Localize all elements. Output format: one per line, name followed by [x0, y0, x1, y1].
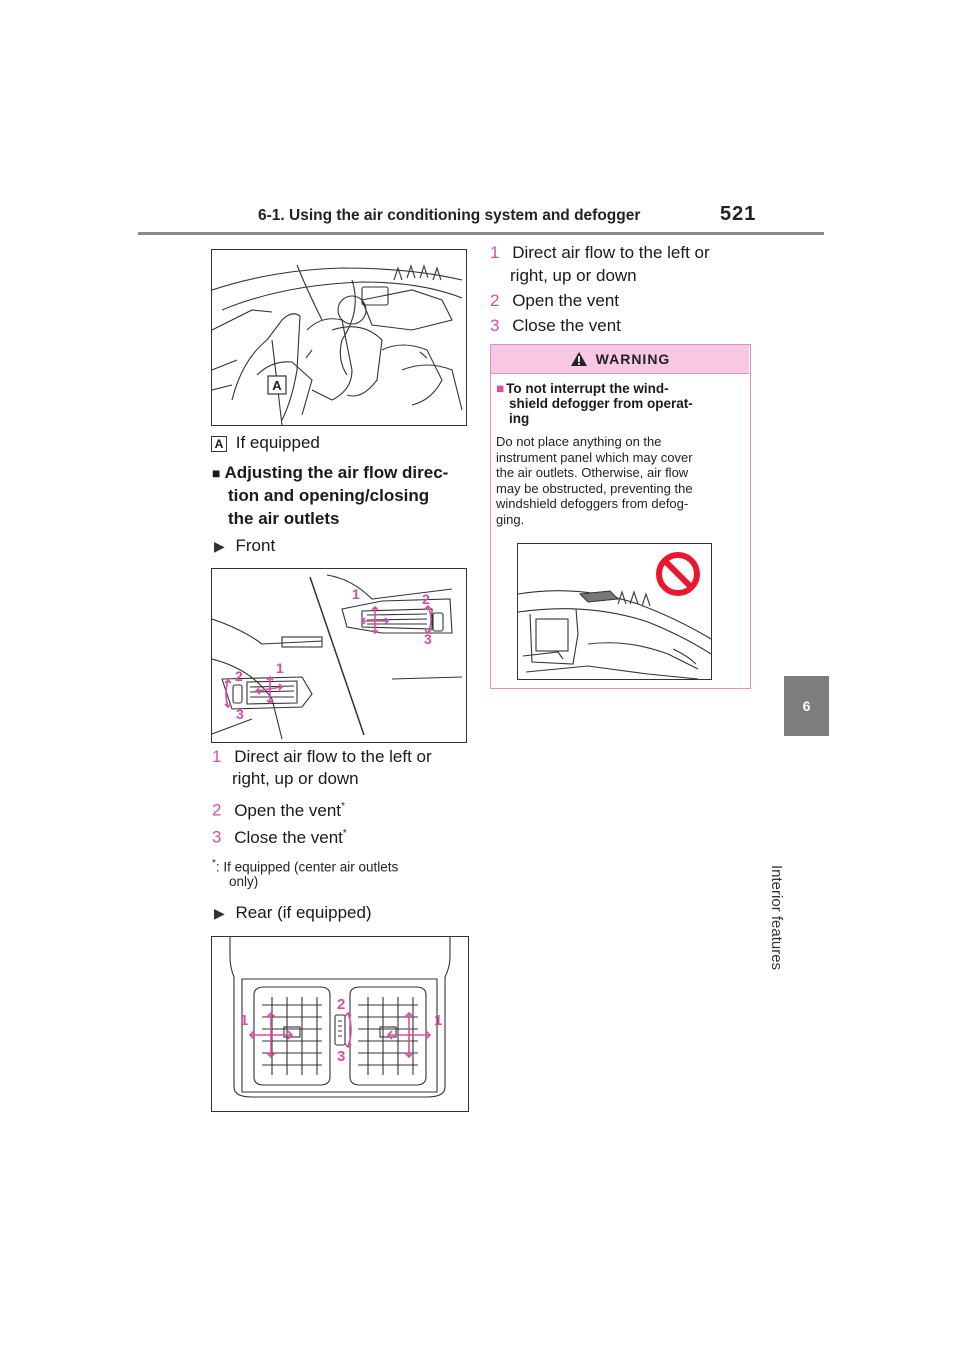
header-rule	[138, 232, 824, 235]
rear-step-1-line2: right, up or down	[510, 266, 637, 285]
page-number: 521	[720, 203, 757, 225]
warning-body-line: windshield defoggers from defog-	[496, 496, 689, 511]
warning-body-line: may be obstructed, preventing the	[496, 480, 693, 496]
cabin-illustration	[212, 250, 466, 425]
front-subheading	[214, 535, 275, 557]
section-title: 6-1. Using the air conditioning system and defogger	[258, 207, 641, 224]
footnote-marker: *	[341, 801, 345, 812]
warning-body-line: Do not place anything on the	[496, 434, 662, 449]
warning-heading-line2: shield defogger from operat-	[509, 396, 693, 411]
callout-front-2b: 2	[235, 668, 243, 684]
section-heading-line3: the air outlets	[228, 509, 340, 528]
footnote-marker: *	[342, 828, 347, 839]
dashboard-illustration	[518, 544, 711, 679]
warning-title: WARNING	[595, 351, 671, 367]
step-number: 2	[490, 291, 500, 310]
rear-subheading	[214, 902, 372, 924]
front-step-1-line2: right, up or down	[232, 769, 359, 788]
front-step-1	[212, 746, 462, 768]
warning-heading	[496, 381, 744, 426]
callout-front-1b: 1	[276, 660, 284, 676]
square-bullet-icon: ■	[496, 381, 505, 396]
rear-vents-illustration	[212, 937, 468, 1111]
cabin-airflow-figure	[211, 249, 467, 426]
front-step-2	[212, 796, 345, 822]
callout-front-3b: 3	[236, 706, 244, 722]
dashboard-prohibition-figure	[517, 543, 712, 680]
footnote-line2: only)	[229, 874, 259, 889]
chapter-tab-label-wrap	[768, 740, 803, 971]
rear-step-2	[490, 290, 619, 312]
rear-label: Rear (if equipped)	[235, 903, 372, 922]
legend-text: If equipped	[235, 433, 320, 452]
step-number: 3	[490, 316, 500, 335]
triangle-bullet-icon: ▶	[214, 905, 225, 921]
step-text: Open the vent	[512, 291, 620, 310]
figure1-marker: A	[272, 378, 282, 393]
warning-body-line: the air outlets. Otherwise, air flow	[496, 465, 689, 480]
rear-vents-figure	[211, 936, 469, 1112]
step-text: Close the vent	[512, 316, 621, 335]
rear-step-3	[490, 315, 621, 337]
section-heading-line1: Adjusting the air flow direc-	[224, 463, 449, 482]
callout-front-2a: 2	[422, 591, 430, 607]
figure-legend	[211, 432, 320, 454]
callout-rear-1b: 1	[434, 1012, 443, 1029]
warning-body	[496, 434, 746, 527]
front-label: Front	[235, 536, 276, 555]
step-text: Direct air flow to the left or	[512, 243, 710, 262]
step-number: 3	[212, 827, 222, 847]
warning-body-line: ging.	[496, 511, 525, 527]
front-vents-illustration	[212, 569, 466, 742]
chapter-tab-number: 6	[784, 676, 829, 736]
section-heading-line2: tion and opening/closing	[228, 486, 430, 505]
triangle-bullet-icon: ▶	[214, 538, 225, 554]
warning-heading-line3: ing	[509, 411, 530, 426]
callout-rear-2: 2	[337, 996, 346, 1013]
warning-body-line: instrument panel which may cover	[496, 449, 693, 465]
chapter-tab-label: Interior features	[768, 865, 785, 971]
section-heading	[212, 462, 448, 530]
warning-header	[491, 345, 749, 374]
step-text: Direct air flow to the left or	[234, 747, 432, 766]
front-vents-figure	[211, 568, 467, 743]
square-bullet-icon: ■	[212, 465, 221, 481]
step-number: 1	[490, 243, 500, 262]
warning-triangle-icon	[570, 351, 588, 367]
callout-rear-1a: 1	[240, 1012, 249, 1029]
prohibition-icon	[659, 555, 697, 593]
step-number: 2	[212, 800, 222, 820]
callout-rear-3: 3	[337, 1048, 346, 1065]
rear-step-1	[490, 242, 750, 264]
front-step-3	[212, 823, 347, 849]
footnote-line1: : If equipped (center air outlets	[215, 859, 399, 875]
legend-marker: A	[211, 436, 227, 452]
footnote-mark: *	[212, 858, 216, 869]
step-text: Open the vent	[234, 800, 342, 820]
callout-front-3a: 3	[424, 631, 432, 647]
step-text: Close the vent	[234, 827, 343, 847]
callout-front-1a: 1	[352, 586, 360, 602]
step-number: 1	[212, 747, 222, 766]
warning-heading-line1: To not interrupt the wind-	[506, 381, 669, 396]
